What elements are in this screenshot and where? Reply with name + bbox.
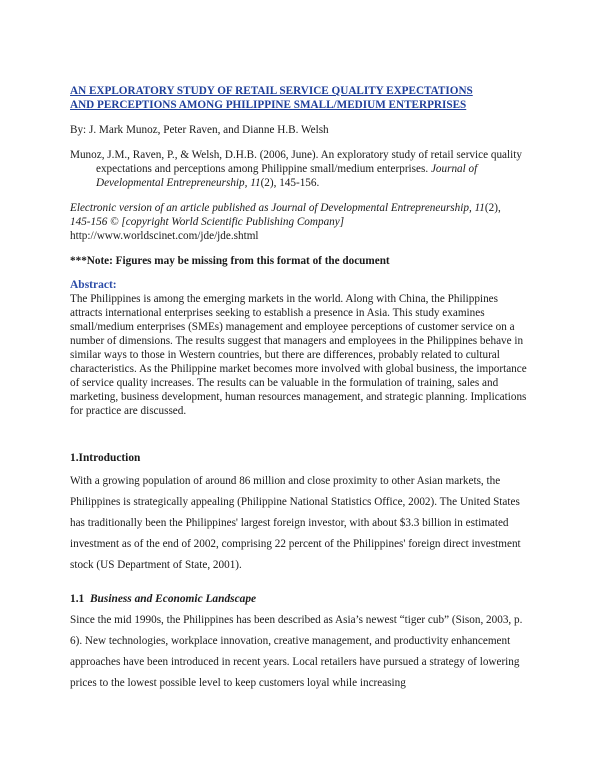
journal-url[interactable]: http://www.worldscinet.com/jde/jde.shtml (70, 230, 259, 242)
figures-note: ***Note: Figures may be missing from this format of the document (70, 255, 390, 267)
section-1-1-title: Business and Economic Landscape (89, 593, 257, 605)
paper-title (70, 84, 530, 112)
citation-journal: Journal of Developmental Entrepreneurship, 11 (96, 163, 478, 189)
electronic-version-issue: (2), (484, 202, 501, 214)
abstract-text: The Philippines is among the emerging markets in the world. Along with China, the Philippines attracts international enterprises seeking to establish a presence in Asia. This study examines small/medium enterprises (SMEs) management and employee perceptions of customer service on a number of dimensions. The results suggest that managers and employees in the Philippines behave in similar ways to those in Western countries, but there are differences, probably related to cultural characteristics. As the Philippine market becomes more involved with global business, the importance of service quality increases. The results can be valuable in the formulation of training, sales and marketing, business development, human resources management, and strategic planning. Implications for practice are discussed. (70, 293, 527, 417)
paper-title-line-1: AN EXPLORATORY STUDY OF RETAIL SERVICE QUALITY EXPECTATIONS (70, 85, 473, 97)
authors: By: J. Mark Munoz, Peter Raven, and Dianne H.B. Welsh (70, 124, 329, 136)
electronic-pages-copyright: 145-156 © [copyright World Scientific Publishing Company] (70, 216, 345, 228)
section-1-1-number: 1.1 (70, 593, 85, 605)
section-1-1-heading (70, 592, 530, 606)
electronic-version-text: Electronic version of an article published as Journal of Developmental Entrepreneurship, 11 (70, 202, 485, 214)
citation-text: Munoz, J.M., Raven, P., & Welsh, D.H.B. (2006, June). An exploratory study of retail service quality expectations and perceptions among Philippine small/medium enterprises. (70, 149, 522, 175)
citation (70, 148, 530, 190)
paper-title-line-2: AND PERCEPTIONS AMONG PHILIPPINE SMALL/MEDIUM ENTERPRISES (70, 99, 467, 111)
abstract-heading: Abstract: (70, 279, 117, 291)
citation-issue-pages: (2), 145-156. (260, 177, 320, 189)
section-1-1-text: Since the mid 1990s, the Philippines has been described as Asia’s newest “tiger cub” (Sison, 2003, p. 6). New technologies, workplace innovation, creative management, and productivity enhancement approaches have been introduced in recent years. Local retailers have pursued a strategy of lowering prices to the lowest possible level to keep customers loyal while increasing (70, 614, 523, 689)
section-1-text: With a growing population of around 86 million and close proximity to other Asian markets, the Philippines is strategically appealing (Philippine National Statistics Office, 2002). The United States has traditionally been the Philippines' largest foreign investor, with about $3.3 billion in estimated investment as of the end of 2002, comprising 22 percent of the Philippines' foreign direct investment stock (US Department of State, 2001). (70, 475, 521, 571)
electronic-version-notice (70, 201, 530, 243)
section-1-heading: 1.Introduction (70, 452, 141, 464)
page-content (70, 84, 530, 694)
